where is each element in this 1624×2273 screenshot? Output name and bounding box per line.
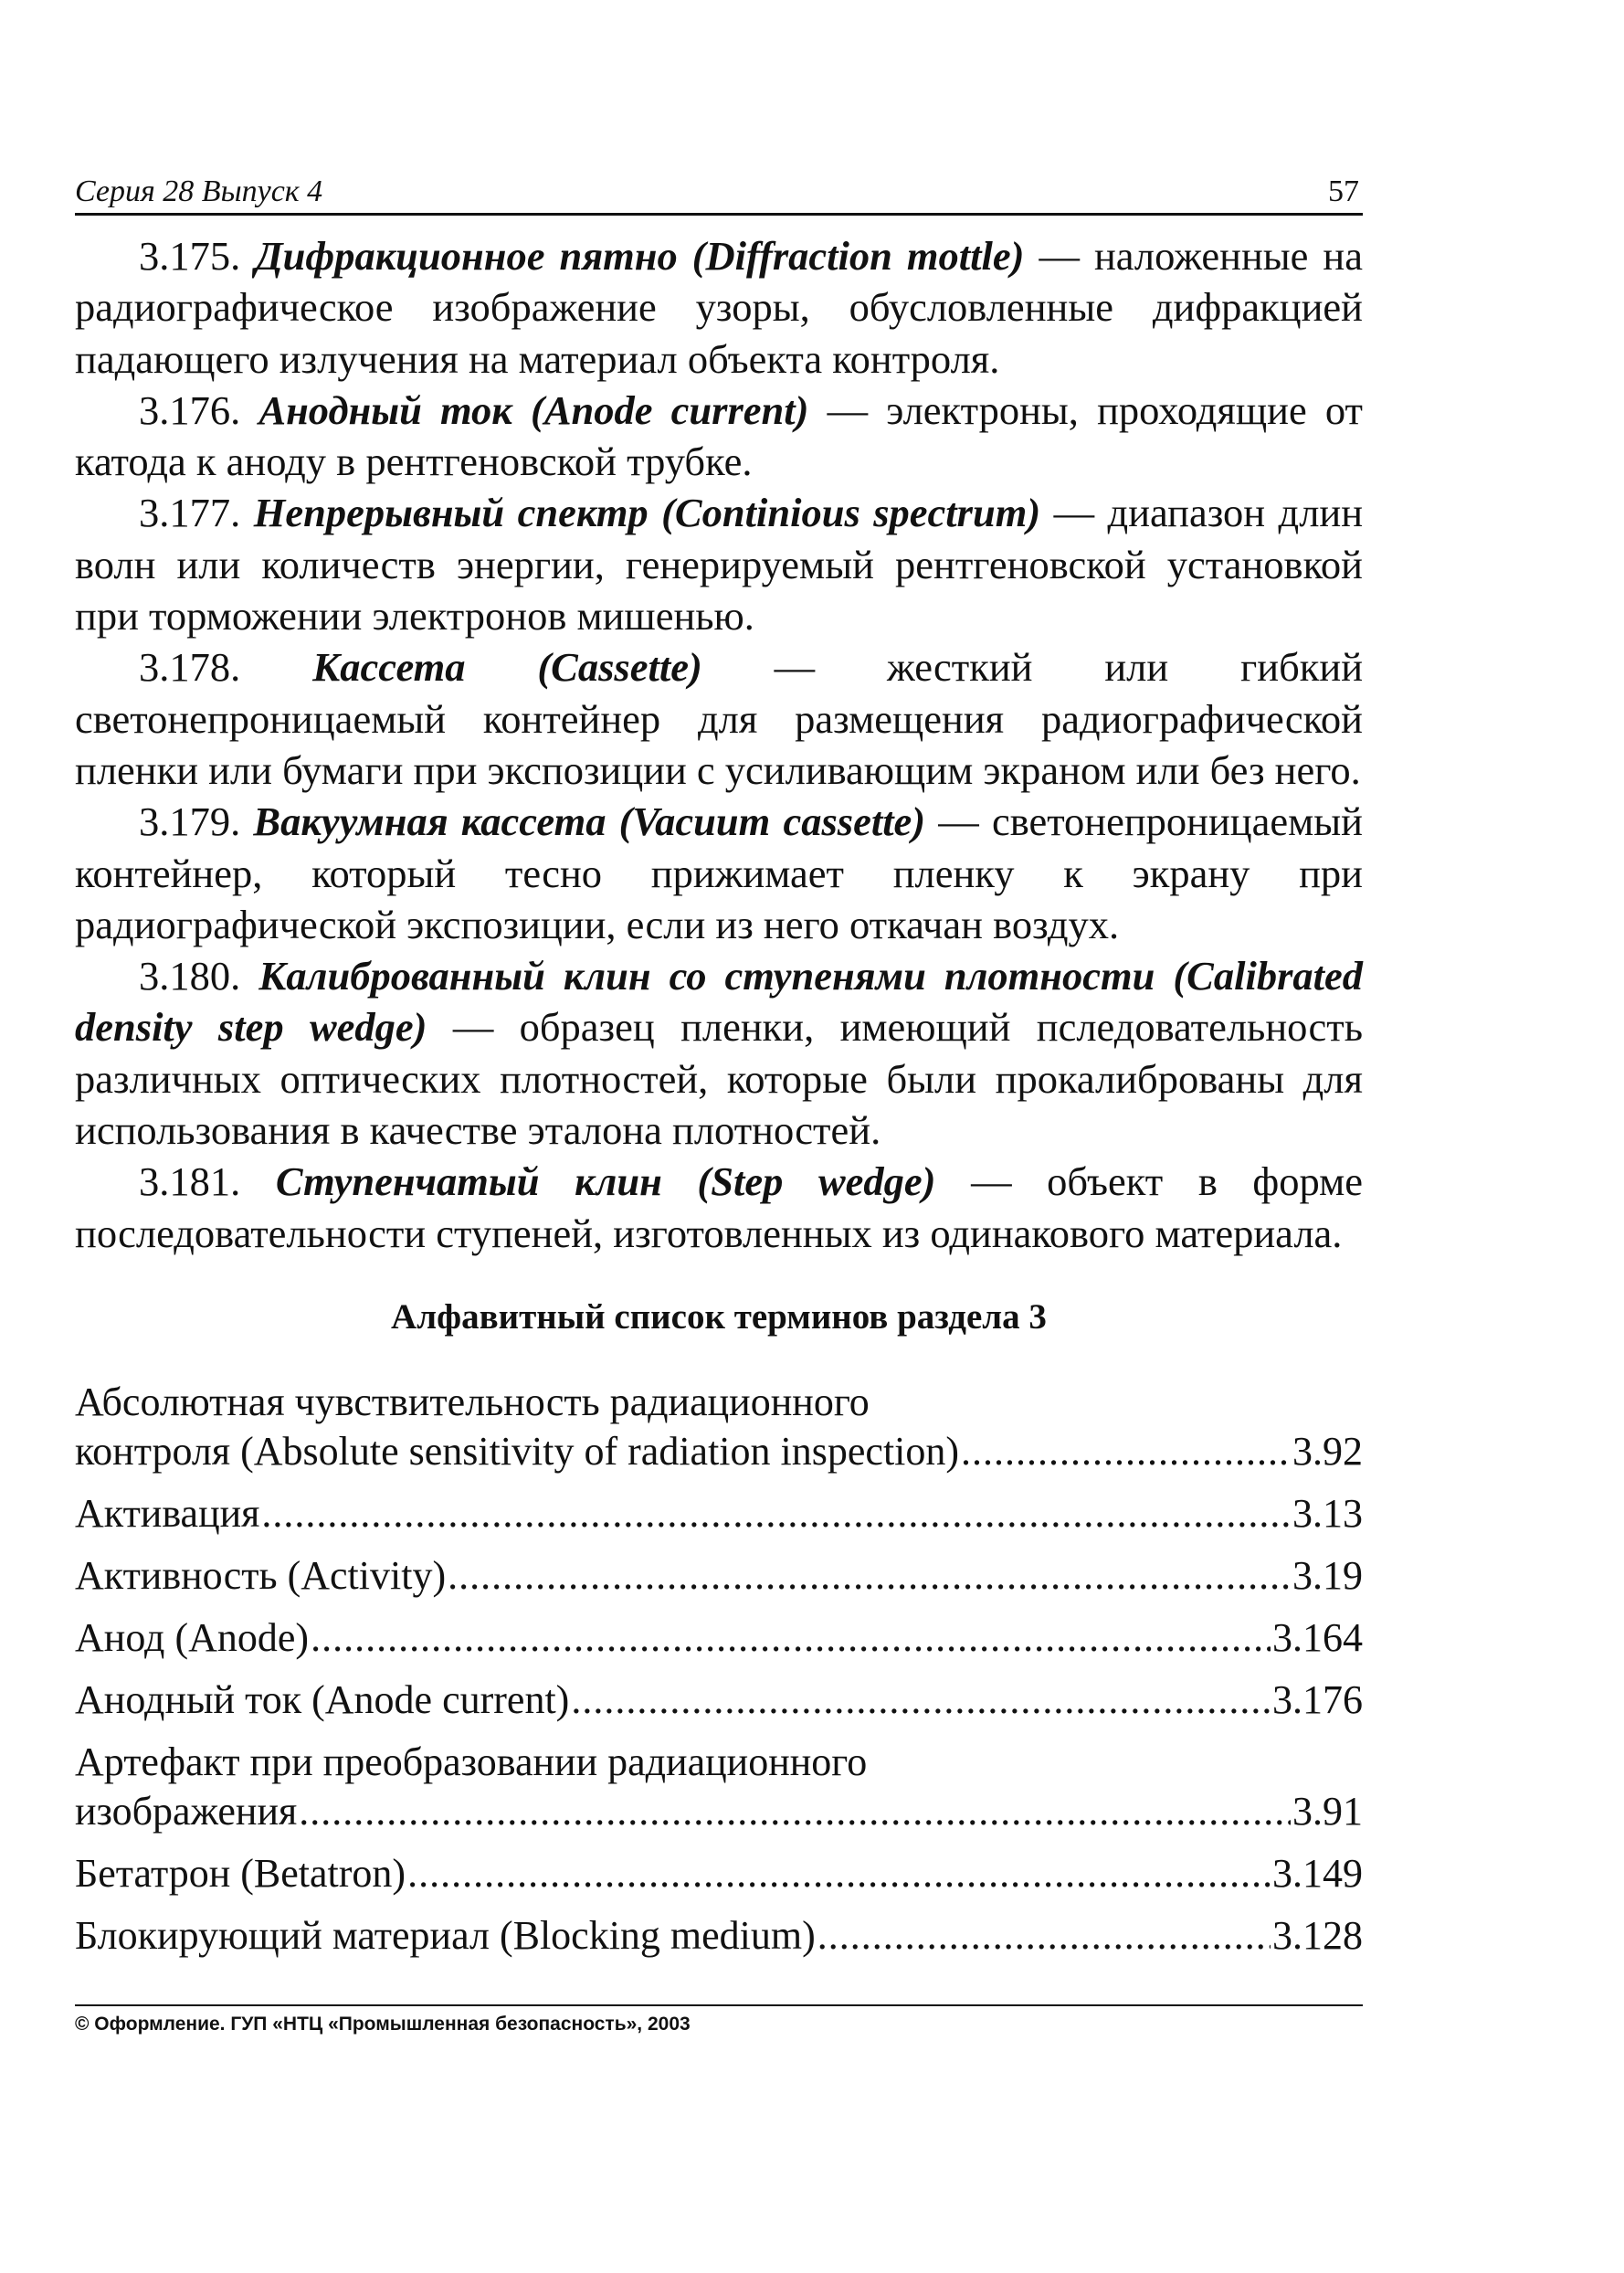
copyright-footer: © Оформление. ГУП «НТЦ «Промышленная безопасность», 2003 [75,2004,1363,2035]
index-entry-first-line: Абсолютная чувствительность радиационного [75,1380,870,1424]
term-title: Кассета (Cassette) [312,644,702,691]
terms-section [75,230,1363,1259]
dot-leader [817,1911,1271,1961]
term-definition: — образец пленки, имеющий пследовательность различных оптических плотностей, которые были прокалиброваны для использования в качестве эталона плотностей. [75,1004,1364,1154]
index-entry-reference: 3.149 [1272,1851,1363,1896]
index-entry-term: Анодный ток (Anode current) [75,1677,570,1722]
index-entry [75,1613,1363,1663]
term-title: Вакуумная кассета (Vacuum cassette) [253,798,926,845]
index-entry-reference: 3.91 [1292,1789,1363,1834]
dot-leader [299,1787,1291,1836]
term-definition: — диапазон длин волн или количеств энергии, генерируемый рентгеновской установкой при торможении электронов мишенью. [75,490,1364,640]
term-entry [75,641,1363,796]
dot-leader [407,1849,1271,1898]
term-definition: — жесткий или гибкий светонепроницаемый контейнер для размещения радиографической пленки или бумаги при экспозиции с усиливающим экраном или без него. [75,644,1364,793]
term-number: 3.175. [139,233,241,279]
index-entry-term: Блокирующий материал (Blocking medium) [75,1913,816,1958]
index-entry-term: Активность (Activity) [75,1553,447,1598]
index-entry [75,1551,1363,1601]
term-definition: — светонепроницаемый контейнер, который тесно прижимает пленку к экрану при радиографической экспозиции, если из него откачан воздух. [75,798,1363,947]
term-title: Дифракционное пятно (Diffraction mottle) [255,233,1025,279]
index-entry-reference: 3.19 [1292,1553,1363,1598]
index-entry-term: Активация [75,1491,260,1536]
term-number: 3.177. [139,490,241,536]
index-entry-reference: 3.92 [1292,1429,1363,1474]
page-number: 57 [1328,174,1359,208]
term-title: Калиброванный клин со ступенями плотности (Calibrated density step wedge) [75,953,1363,1051]
index-entry [75,1738,1363,1836]
index-entry-term: изображения [75,1789,298,1834]
term-entry [75,1156,1363,1259]
document-page [75,0,1363,2273]
term-definition: — электроны, проходящие от катода к аноду в рентгеновской трубке. [75,386,1363,485]
term-definition: — объект в форме последовательности ступеней, изготовленных из одинакового материала. [75,1158,1364,1256]
series-title: Серия 28 Выпуск 4 [75,174,323,208]
term-definition: — наложенные на радиографическое изображение узоры, обусловленные дифракцией падающего излучения на материал объекта контроля. [75,233,1363,382]
dot-leader [448,1551,1291,1601]
index-entry [75,1849,1363,1898]
dot-leader [311,1613,1271,1663]
term-number: 3.180. [139,953,241,999]
index-entry-term: Анод (Anode) [75,1615,310,1660]
index-entry-term: Бетатрон (Betatron) [75,1851,406,1896]
term-entry [75,950,1363,1156]
index-entry-reference: 3.13 [1292,1491,1363,1536]
term-title: Анодный ток (Anode current) [258,386,809,433]
index-entry-first-line: Артефакт при преобразовании радиационного [75,1739,868,1784]
running-header [75,169,1363,216]
dot-leader [571,1676,1271,1725]
term-number: 3.181. [139,1158,241,1205]
alphabetical-index [75,1378,1363,1973]
dot-leader [261,1489,1291,1538]
term-number: 3.179. [139,798,241,845]
index-entry [75,1676,1363,1725]
term-title: Ступенчатый клин (Step wedge) [275,1158,936,1205]
term-entry [75,230,1363,385]
dot-leader [961,1427,1291,1476]
index-entry [75,1489,1363,1538]
term-entry [75,796,1363,950]
index-entry-reference: 3.128 [1272,1913,1363,1958]
index-entry-reference: 3.176 [1272,1677,1363,1722]
index-entry-term: контроля (Absolute sensitivity of radiation inspection) [75,1429,960,1474]
index-entry [75,1378,1363,1476]
term-number: 3.176. [139,386,241,433]
term-title: Непрерывный спектр (Continious spectrum) [253,490,1041,536]
term-entry [75,487,1363,641]
index-entry-reference: 3.164 [1272,1615,1363,1660]
term-entry [75,385,1363,488]
index-entry [75,1911,1363,1961]
term-number: 3.178. [139,644,241,691]
section-heading: Алфавитный список терминов раздела 3 [391,1297,1047,1337]
